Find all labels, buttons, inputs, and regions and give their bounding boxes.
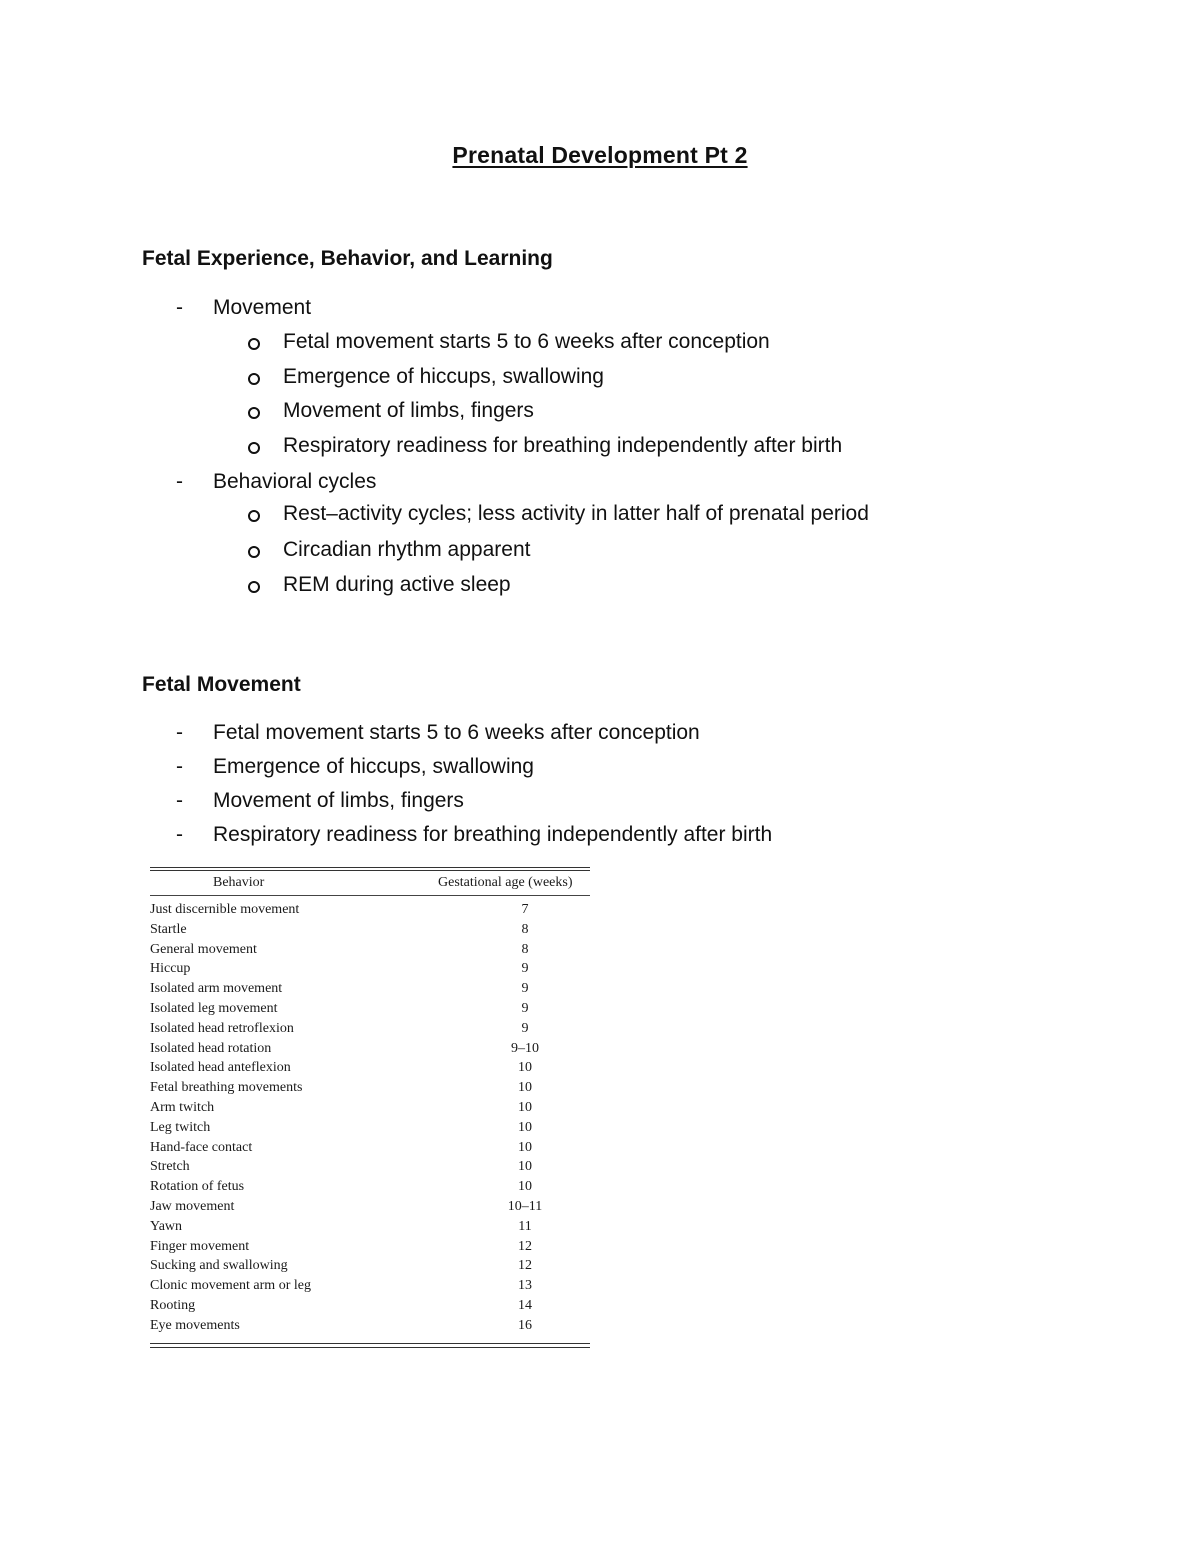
table-header-rule <box>150 895 590 896</box>
table-row <box>150 1258 590 1278</box>
behavior-cell: Startle <box>150 921 187 937</box>
table-row <box>150 1219 590 1239</box>
gestational-age-cell: 10 <box>518 1159 532 1175</box>
gestational-age-cell: 10 <box>518 1139 532 1155</box>
behavior-cell: Eye movements <box>150 1317 240 1333</box>
table-row <box>150 1318 590 1338</box>
behavior-cell: General movement <box>150 941 257 957</box>
behavior-cell: Isolated head rotation <box>150 1040 272 1056</box>
list-item: Emergence of hiccups, swallowing <box>213 755 534 778</box>
gestational-age-cell: 10 <box>518 1100 532 1115</box>
gestational-age-cell: 10 <box>518 1080 532 1096</box>
list-item-movement: Movement <box>213 296 312 319</box>
sub-list-item: REM during active sleep <box>283 573 511 596</box>
table-row <box>150 1140 590 1160</box>
gestational-age-cell: 13 <box>518 1278 532 1294</box>
sub-list-item: Respiratory readiness for breathing independently after birth <box>283 434 843 457</box>
circle-bullet-icon <box>248 442 260 454</box>
list-dash: - <box>176 470 183 493</box>
table-row <box>150 1100 590 1120</box>
sub-list-item: Emergence of hiccups, swallowing <box>283 365 604 388</box>
gestational-age-cell: 10 <box>518 1179 532 1195</box>
behavior-cell: Just discernible movement <box>150 902 300 917</box>
gestational-age-cell: 11 <box>518 1218 532 1234</box>
list-dash: - <box>176 721 183 744</box>
table-row <box>150 1001 590 1021</box>
sub-list-item: Movement of limbs, fingers <box>283 399 534 422</box>
gestational-age-cell: 10–11 <box>507 1199 543 1214</box>
table-row <box>150 942 590 962</box>
table-row <box>150 1199 590 1219</box>
circle-bullet-icon <box>248 510 260 522</box>
gestational-age-cell: 9 <box>521 981 529 997</box>
behavior-cell: Clonic movement arm or leg <box>150 1278 311 1294</box>
list-dash: - <box>176 296 183 319</box>
behavior-cell: Arm twitch <box>150 1100 215 1115</box>
list-item-behavioral-cycles: Behavioral cycles <box>213 470 377 493</box>
behavior-cell: Finger movement <box>150 1238 250 1254</box>
table-row <box>150 1239 590 1259</box>
gestational-age-cell: 9 <box>521 1020 529 1036</box>
table-header-gestational-age: Gestational age (weeks) <box>438 875 573 890</box>
table-row <box>150 981 590 1001</box>
gestational-age-cell: 7 <box>521 902 529 917</box>
behavior-cell: Isolated head anteflexion <box>150 1060 291 1076</box>
list-dash: - <box>176 789 183 812</box>
behavior-cell: Isolated head retroflexion <box>150 1020 294 1036</box>
list-dash: - <box>176 823 183 846</box>
list-dash: - <box>176 755 183 778</box>
table-row <box>150 1021 590 1041</box>
behavior-cell: Isolated arm movement <box>150 981 283 997</box>
gestational-age-cell: 9 <box>521 1001 529 1016</box>
circle-bullet-icon <box>248 373 260 385</box>
gestational-age-cell: 16 <box>518 1317 532 1333</box>
list-item: Movement of limbs, fingers <box>213 789 464 812</box>
gestational-age-cell: 9 <box>521 961 529 977</box>
table-row <box>150 1298 590 1318</box>
sub-list-item: Circadian rhythm apparent <box>283 538 531 561</box>
behavior-cell: Sucking and swallowing <box>150 1258 288 1274</box>
circle-bullet-icon <box>248 581 260 593</box>
table-row <box>150 1179 590 1199</box>
section-heading-fetal-movement: Fetal Movement <box>142 673 301 696</box>
list-item: Fetal movement starts 5 to 6 weeks after conception <box>213 721 700 744</box>
behavior-cell: Yawn <box>150 1218 183 1234</box>
behavior-cell: Leg twitch <box>150 1119 211 1135</box>
behavior-cell: Hand-face contact <box>150 1139 253 1155</box>
circle-bullet-icon <box>248 407 260 419</box>
sub-list-item: Rest–activity cycles; less activity in latter half of prenatal period <box>283 502 869 525</box>
gestational-age-cell: 10 <box>518 1119 532 1135</box>
table-row <box>150 1278 590 1298</box>
behavior-cell: Stretch <box>150 1159 190 1175</box>
behavior-cell: Hiccup <box>150 961 191 977</box>
gestational-age-cell: 10 <box>518 1060 532 1076</box>
gestational-age-cell: 12 <box>518 1238 532 1254</box>
gestational-age-cell: 14 <box>518 1298 532 1313</box>
table-row <box>150 922 590 942</box>
table-top-rule <box>150 867 590 871</box>
behavior-cell: Fetal breathing movements <box>150 1080 303 1096</box>
behavior-cell: Rotation of fetus <box>150 1179 245 1195</box>
gestational-age-cell: 8 <box>521 941 529 957</box>
circle-bullet-icon <box>248 546 260 558</box>
page-title: Prenatal Development Pt 2 <box>452 142 748 168</box>
table-header-behavior: Behavior <box>213 875 265 890</box>
table-row <box>150 1060 590 1080</box>
table-row <box>150 1041 590 1061</box>
behavior-cell: Isolated leg movement <box>150 1001 278 1016</box>
table-row <box>150 1120 590 1140</box>
sub-list-item: Fetal movement starts 5 to 6 weeks after conception <box>283 330 770 353</box>
table-row <box>150 1159 590 1179</box>
gestational-age-cell: 8 <box>521 921 529 937</box>
table-row <box>150 902 590 922</box>
behavior-cell: Rooting <box>150 1298 196 1313</box>
table-row <box>150 961 590 981</box>
table-row <box>150 1080 590 1100</box>
gestational-age-cell: 9–10 <box>511 1040 539 1056</box>
section-heading-fetal-experience: Fetal Experience, Behavior, and Learning <box>142 247 553 270</box>
behavior-cell: Jaw movement <box>150 1199 235 1214</box>
gestational-age-cell: 12 <box>518 1258 532 1274</box>
table-bottom-rule <box>150 1343 590 1348</box>
circle-bullet-icon <box>248 338 260 350</box>
list-item: Respiratory readiness for breathing independently after birth <box>213 823 773 846</box>
